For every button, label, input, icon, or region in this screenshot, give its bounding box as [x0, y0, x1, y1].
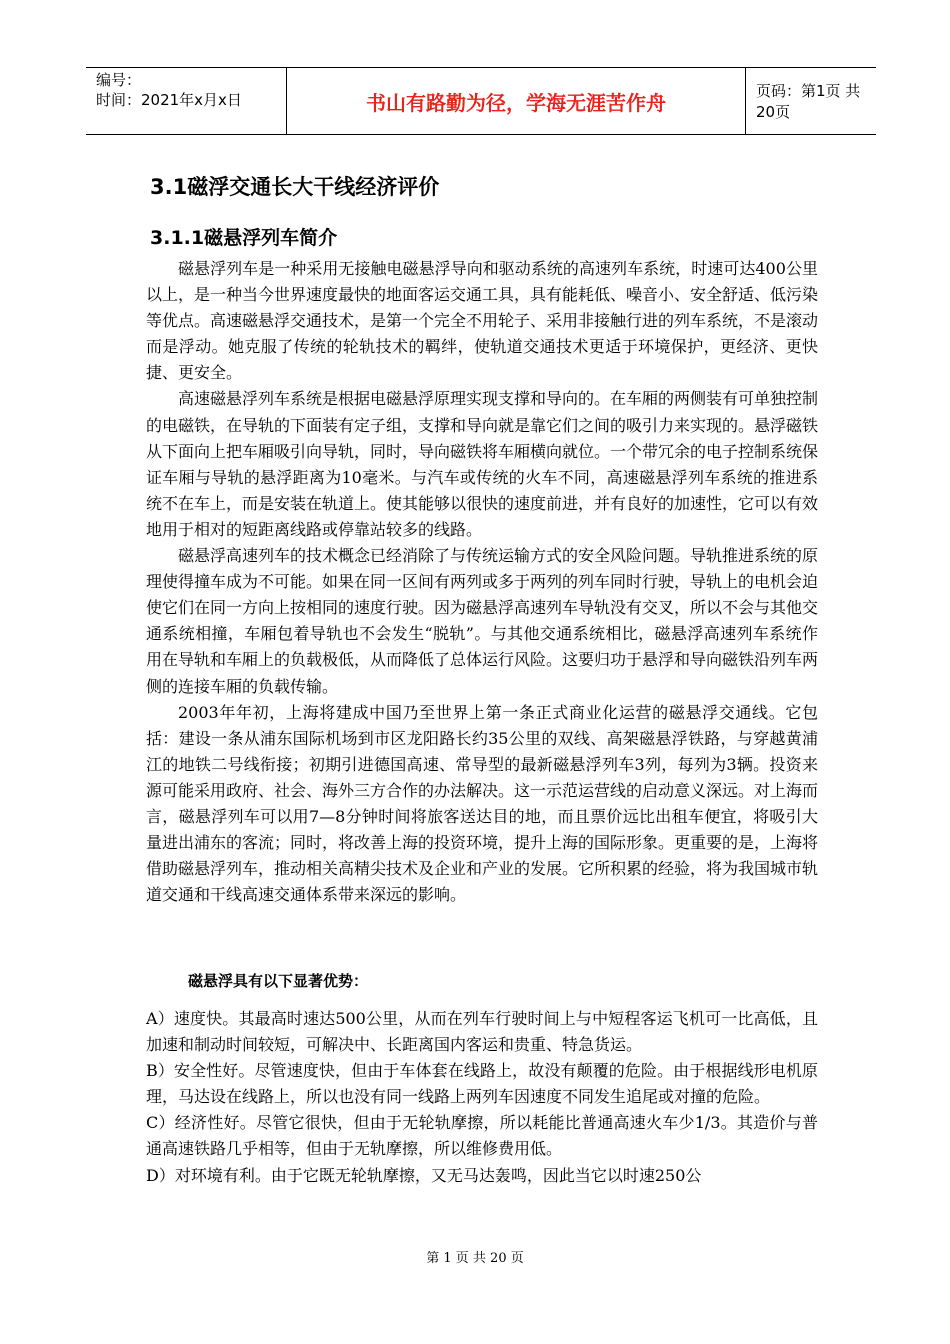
paragraph: 磁悬浮列车是一种采用无接触电磁悬浮导向和驱动系统的高速列车系统，时速可达400公里以上，是一种当今世界速度最快的地面客运交通工具，具有能耗低、噪音小、安全舒适、低污染等优点。高速磁悬浮交通技术，是第一个完全不用轮子、采用非接触行进的列车系统，不是滚动而是浮动。她克服了传统的轮轨技术的羁绊，使轨道交通技术更适于环境保护，更经济、更快捷、更安全。 — [146, 259, 819, 383]
page-footer: 第 1 页 共 20 页 — [426, 1251, 524, 1266]
body-text — [146, 256, 818, 908]
advantages-heading: 磁悬浮具有以下显著优势： — [188, 972, 369, 990]
header-motto: 书山有路勤为径，学海无涯苦作舟 — [286, 68, 746, 134]
list-item: C）经济性好。尽管它很快，但由于无轮轨摩擦，所以耗能比普通高速火车少1/3。其造价与普通高速铁路几乎相等，但由于无轨摩擦，所以维修费用低。 — [146, 1113, 818, 1159]
paragraph: 2003年年初，上海将建成中国乃至世界上第一条正式商业化运营的磁悬浮交通线。它包括：建设一条从浦东国际机场到市区龙阳路长约35公里的双线、高架磁悬浮铁路，与穿越黄浦江的地铁二号线衔接；初期引进德国高速、常导型的最新磁悬浮列车3列，每列为3辆。投资来源可能采用政府、社会、海外三方合作的办法解决。这一示范运营线的启动意义深远。对上海而言，磁悬浮列车可以用7—8分钟时间将旅客送达目的地，而且票价远比出租车便宜，将吸引大量进出浦东的客流；同时，将改善上海的投资环境，提升上海的国际形象。更重要的是，上海将借助磁悬浮列车，推动相关高精尖技术及企业和产业的发展。它所积累的经验，将为我国城市轨道交通和干线高速交通体系带来深远的影响。 — [146, 702, 819, 905]
list-item: A）速度快。其最高时速达500公里，从而在列车行驶时间上与中短程客运飞机可一比高低，且加速和制动时间较短，可解决中、长距离国内客运和贵重、特急货运。 — [146, 1009, 818, 1055]
subsection-title: 3.1.1磁悬浮列车简介 — [150, 227, 338, 249]
list-item: B）安全性好。尽管速度快，但由于车体套在线路上，故没有颠覆的危险。由于根据线形电机原理，马达设在线路上，所以也没有同一线路上两列车因速度不同发生追尾或对撞的危险。 — [146, 1061, 818, 1107]
header-page-label: 页码：第1页 共20页 — [756, 82, 861, 121]
list-item: D）对环境有利。由于它既无轮轨摩擦，又无马达轰鸣，因此当它以时速250公 — [146, 1165, 702, 1185]
number-label: 编号： — [96, 71, 142, 89]
time-label: 时间：2021年x月x日 — [96, 91, 242, 109]
section-title: 3.1磁浮交通长大干线经济评价 — [150, 175, 440, 199]
header-table — [86, 67, 876, 135]
header-meta-cell — [86, 68, 286, 134]
paragraph: 高速磁悬浮列车系统是根据电磁悬浮原理实现支撑和导向的。在车厢的两侧装有可单独控制的电磁铁，在导轨的下面装有定子组，支撑和导向就是靠它们之间的吸引力来实现的。悬浮磁铁从下面向上把车厢吸引向导轨，同时，导向磁铁将车厢横向就位。一个带冗余的电子控制系统保证车厢与导轨的悬浮距离为10毫米。与汽车或传统的火车不同，高速磁悬浮列车系统的推进系统不在车上，而是安装在轨道上。使其能够以很快的速度前进，并有良好的加速性，它可以有效地用于相对的短距离线路或停靠站较多的线路。 — [146, 389, 819, 539]
advantages-list — [146, 1006, 818, 1189]
paragraph: 磁悬浮高速列车的技术概念已经消除了与传统运输方式的安全风险问题。导轨推进系统的原理使得撞车成为不可能。如果在同一区间有两列或多于两列的列车同时行驶，导轨上的电机会迫使它们在同一方向上按相同的速度行驶。因为磁悬浮高速列车导轨没有交叉，所以不会与其他交通系统相撞，车厢包着导轨也不会发生“脱轨”。与其他交通系统相比，磁悬浮高速列车系统作用在导轨和车厢上的负载极低，从而降低了总体运行风险。这要归功于悬浮和导向磁铁沿列车两侧的连接车厢的负载传输。 — [146, 546, 819, 696]
